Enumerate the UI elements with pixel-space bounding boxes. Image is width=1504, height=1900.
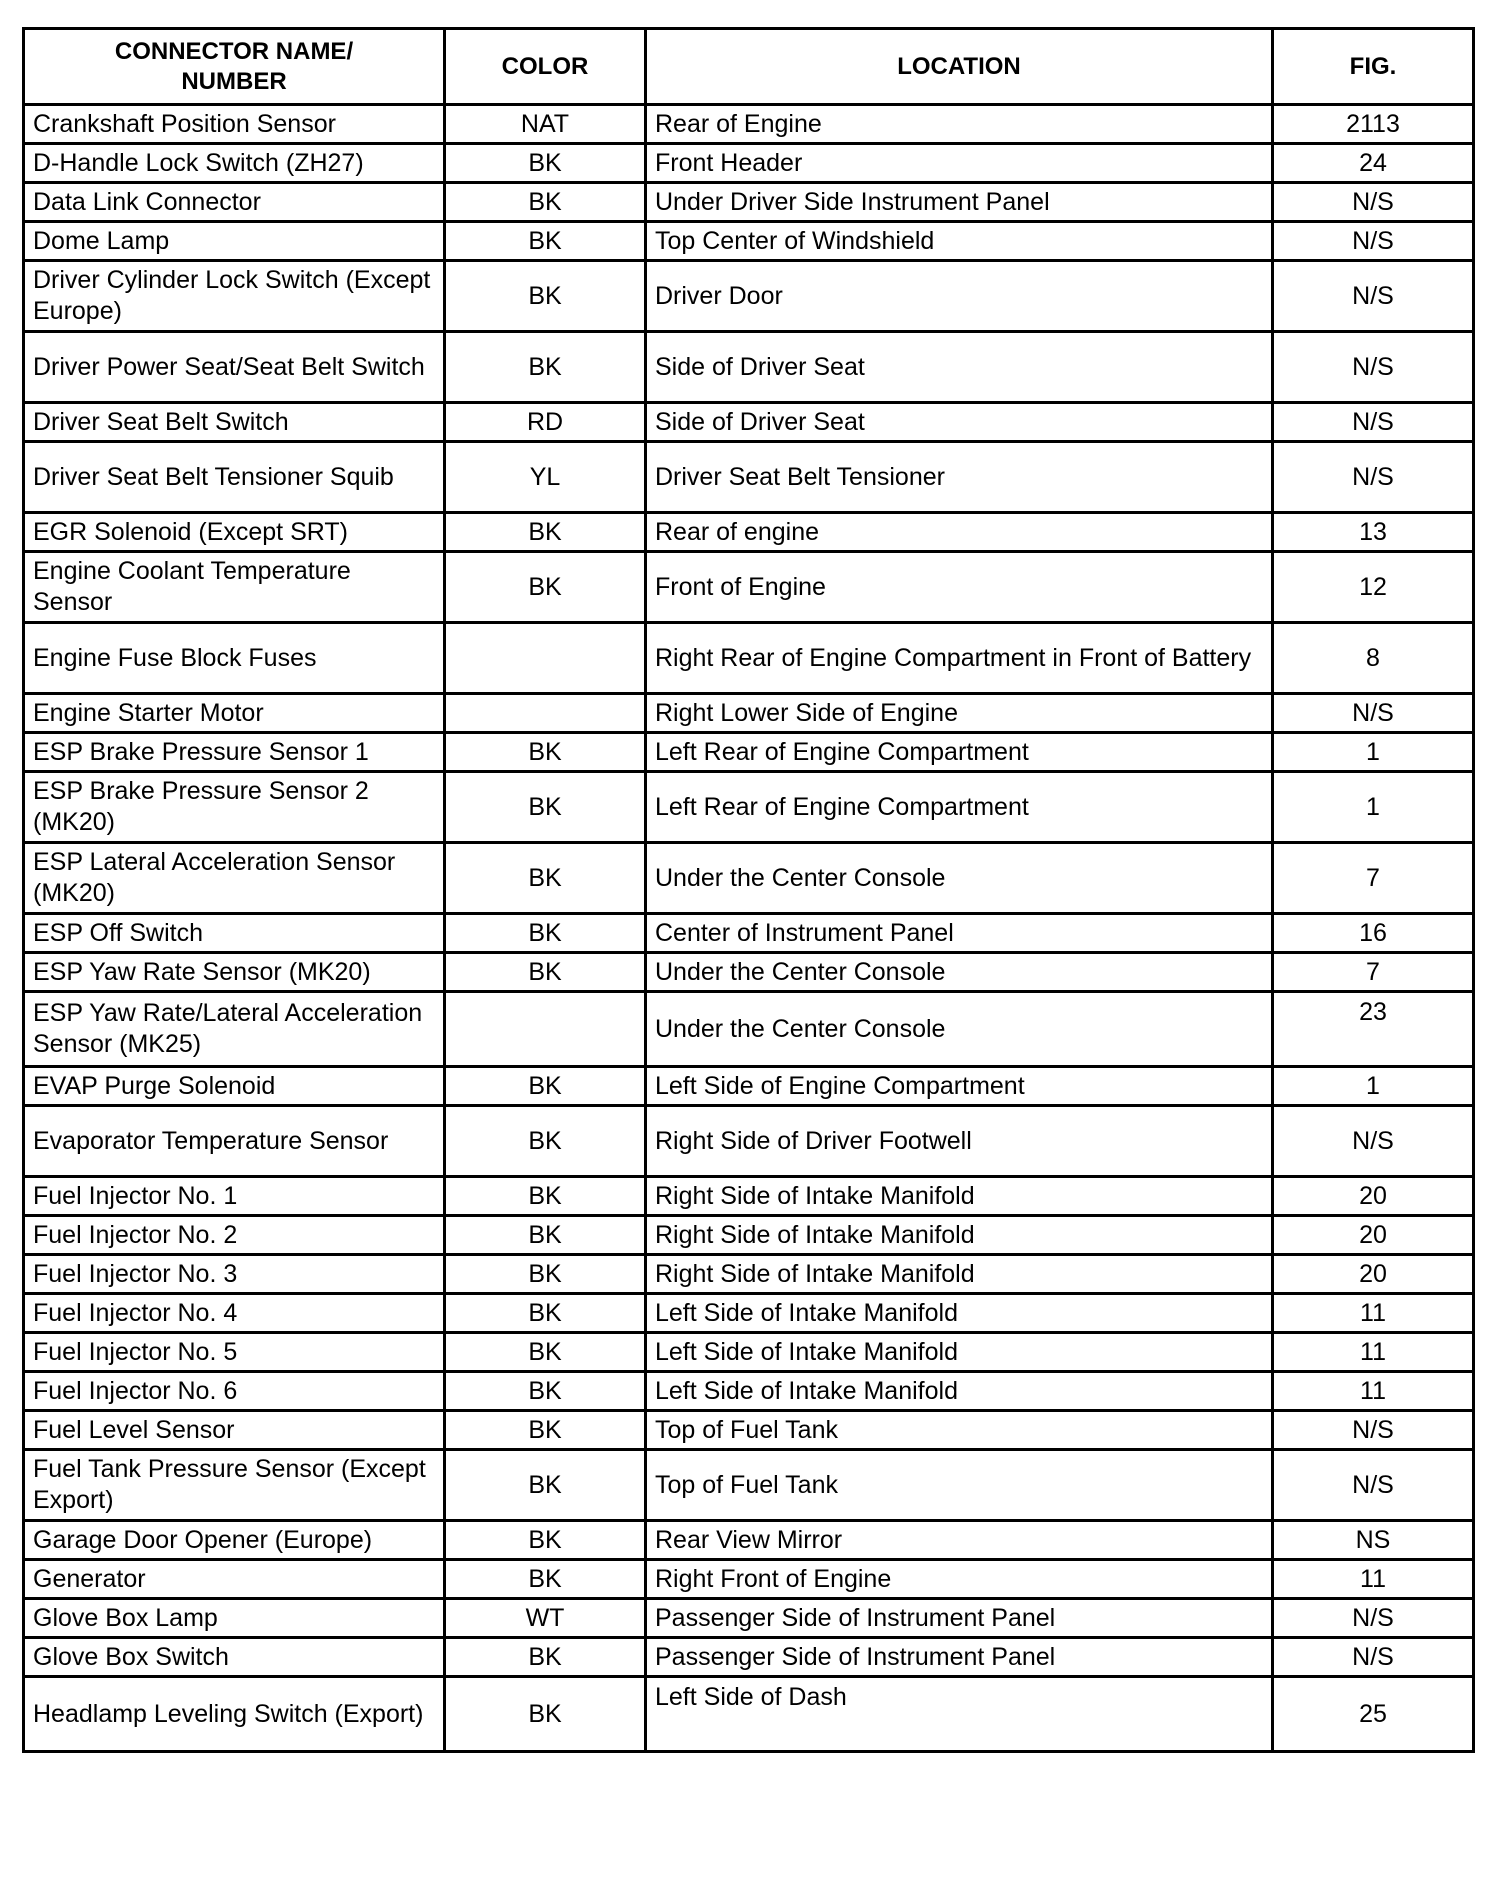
cell-color: NAT — [445, 105, 646, 144]
cell-connector-name: Crankshaft Position Sensor — [24, 105, 445, 144]
cell-color: BK — [445, 1106, 646, 1177]
cell-connector-name: ESP Yaw Rate/Lateral Acceleration Sensor (MK25) — [24, 992, 445, 1067]
cell-fig: 13 — [1273, 513, 1474, 552]
header-color: COLOR — [445, 29, 646, 105]
cell-connector-name: Driver Cylinder Lock Switch (Except Europe) — [24, 261, 445, 332]
cell-color: BK — [445, 1177, 646, 1216]
cell-color: BK — [445, 1677, 646, 1752]
cell-fig: N/S — [1273, 222, 1474, 261]
cell-color: BK — [445, 1450, 646, 1521]
cell-color — [445, 623, 646, 694]
cell-location: Rear of engine — [646, 513, 1273, 552]
cell-connector-name: D-Handle Lock Switch (ZH27) — [24, 144, 445, 183]
cell-location: Driver Door — [646, 261, 1273, 332]
cell-connector-name: Driver Seat Belt Tensioner Squib — [24, 442, 445, 513]
cell-location: Under the Center Console — [646, 953, 1273, 992]
cell-location: Side of Driver Seat — [646, 332, 1273, 403]
cell-color: BK — [445, 1067, 646, 1106]
cell-location: Right Side of Intake Manifold — [646, 1216, 1273, 1255]
cell-location: Left Side of Intake Manifold — [646, 1372, 1273, 1411]
cell-connector-name: Generator — [24, 1560, 445, 1599]
cell-location: Left Rear of Engine Compartment — [646, 733, 1273, 772]
cell-fig: N/S — [1273, 1638, 1474, 1677]
cell-location: Right Side of Driver Footwell — [646, 1106, 1273, 1177]
cell-fig: N/S — [1273, 1599, 1474, 1638]
table-row — [24, 1106, 1474, 1177]
table-row — [24, 1216, 1474, 1255]
cell-location: Left Side of Dash — [646, 1677, 1273, 1752]
cell-location: Rear View Mirror — [646, 1521, 1273, 1560]
cell-connector-name: ESP Brake Pressure Sensor 1 — [24, 733, 445, 772]
table-row — [24, 1333, 1474, 1372]
cell-fig: 11 — [1273, 1372, 1474, 1411]
cell-fig: 24 — [1273, 144, 1474, 183]
cell-color: BK — [445, 513, 646, 552]
cell-location: Side of Driver Seat — [646, 403, 1273, 442]
cell-location: Front of Engine — [646, 552, 1273, 623]
cell-fig: 20 — [1273, 1255, 1474, 1294]
cell-color: BK — [445, 953, 646, 992]
cell-location: Left Rear of Engine Compartment — [646, 772, 1273, 843]
cell-fig: 11 — [1273, 1333, 1474, 1372]
table-row — [24, 513, 1474, 552]
cell-location: Left Side of Intake Manifold — [646, 1294, 1273, 1333]
cell-connector-name: Fuel Injector No. 2 — [24, 1216, 445, 1255]
cell-connector-name: Fuel Level Sensor — [24, 1411, 445, 1450]
cell-location: Right Lower Side of Engine — [646, 694, 1273, 733]
cell-connector-name: Glove Box Switch — [24, 1638, 445, 1677]
cell-fig: 20 — [1273, 1177, 1474, 1216]
table-row — [24, 552, 1474, 623]
connector-table — [22, 27, 1475, 1753]
cell-connector-name: Fuel Injector No. 3 — [24, 1255, 445, 1294]
cell-location: Passenger Side of Instrument Panel — [646, 1638, 1273, 1677]
cell-color: WT — [445, 1599, 646, 1638]
cell-connector-name: ESP Brake Pressure Sensor 2 (MK20) — [24, 772, 445, 843]
cell-fig: N/S — [1273, 1106, 1474, 1177]
cell-fig: 16 — [1273, 914, 1474, 953]
cell-fig: 20 — [1273, 1216, 1474, 1255]
table-row — [24, 144, 1474, 183]
cell-color: BK — [445, 1333, 646, 1372]
table-row — [24, 1677, 1474, 1752]
header-row — [24, 29, 1474, 105]
cell-color: RD — [445, 403, 646, 442]
cell-fig: N/S — [1273, 183, 1474, 222]
cell-color: BK — [445, 183, 646, 222]
cell-connector-name: Engine Starter Motor — [24, 694, 445, 733]
table-row — [24, 992, 1474, 1067]
cell-connector-name: Data Link Connector — [24, 183, 445, 222]
cell-location: Top of Fuel Tank — [646, 1411, 1273, 1450]
cell-color: BK — [445, 1294, 646, 1333]
cell-fig: 7 — [1273, 953, 1474, 992]
cell-fig: 1 — [1273, 733, 1474, 772]
header-fig: FIG. — [1273, 29, 1474, 105]
cell-connector-name: Driver Seat Belt Switch — [24, 403, 445, 442]
cell-fig: 11 — [1273, 1560, 1474, 1599]
cell-fig: 8 — [1273, 623, 1474, 694]
cell-color: BK — [445, 1560, 646, 1599]
cell-connector-name: Dome Lamp — [24, 222, 445, 261]
cell-location: Rear of Engine — [646, 105, 1273, 144]
table-row — [24, 1255, 1474, 1294]
table-row — [24, 1177, 1474, 1216]
table-row — [24, 843, 1474, 914]
cell-color: YL — [445, 442, 646, 513]
cell-color: BK — [445, 332, 646, 403]
cell-fig: 7 — [1273, 843, 1474, 914]
cell-connector-name: Fuel Injector No. 6 — [24, 1372, 445, 1411]
table-row — [24, 1450, 1474, 1521]
cell-color: BK — [445, 222, 646, 261]
cell-connector-name: Fuel Injector No. 4 — [24, 1294, 445, 1333]
cell-location: Top Center of Windshield — [646, 222, 1273, 261]
cell-color: BK — [445, 1411, 646, 1450]
cell-location: Under the Center Console — [646, 843, 1273, 914]
cell-connector-name: Fuel Injector No. 1 — [24, 1177, 445, 1216]
header-connector-name: CONNECTOR NAME/ NUMBER — [24, 29, 445, 105]
cell-fig: 25 — [1273, 1677, 1474, 1752]
table-row — [24, 1560, 1474, 1599]
cell-connector-name: ESP Lateral Acceleration Sensor (MK20) — [24, 843, 445, 914]
cell-connector-name: Engine Fuse Block Fuses — [24, 623, 445, 694]
cell-location: Left Side of Engine Compartment — [646, 1067, 1273, 1106]
table-row — [24, 953, 1474, 992]
cell-location: Top of Fuel Tank — [646, 1450, 1273, 1521]
table-row — [24, 1521, 1474, 1560]
cell-location: Right Front of Engine — [646, 1560, 1273, 1599]
table-row — [24, 694, 1474, 733]
cell-connector-name: EVAP Purge Solenoid — [24, 1067, 445, 1106]
table-row — [24, 403, 1474, 442]
cell-fig: 2113 — [1273, 105, 1474, 144]
cell-location: Under Driver Side Instrument Panel — [646, 183, 1273, 222]
cell-connector-name: Evaporator Temperature Sensor — [24, 1106, 445, 1177]
table-row — [24, 1638, 1474, 1677]
table-row — [24, 442, 1474, 513]
cell-color: BK — [445, 733, 646, 772]
cell-fig: N/S — [1273, 1450, 1474, 1521]
cell-connector-name: Garage Door Opener (Europe) — [24, 1521, 445, 1560]
table-row — [24, 1372, 1474, 1411]
cell-color: BK — [445, 914, 646, 953]
cell-location: Right Rear of Engine Compartment in Front of Battery — [646, 623, 1273, 694]
cell-color: BK — [445, 1521, 646, 1560]
table-row — [24, 332, 1474, 403]
table-row — [24, 1599, 1474, 1638]
cell-color: BK — [445, 1216, 646, 1255]
cell-fig: N/S — [1273, 332, 1474, 403]
cell-color: BK — [445, 552, 646, 623]
cell-fig: 1 — [1273, 1067, 1474, 1106]
table-row — [24, 772, 1474, 843]
cell-color: BK — [445, 1372, 646, 1411]
cell-color: BK — [445, 843, 646, 914]
cell-color: BK — [445, 144, 646, 183]
cell-connector-name: Engine Coolant Temperature Sensor — [24, 552, 445, 623]
cell-fig: 12 — [1273, 552, 1474, 623]
cell-fig: 11 — [1273, 1294, 1474, 1333]
cell-location: Driver Seat Belt Tensioner — [646, 442, 1273, 513]
cell-fig: NS — [1273, 1521, 1474, 1560]
cell-color: BK — [445, 1255, 646, 1294]
cell-connector-name: ESP Yaw Rate Sensor (MK20) — [24, 953, 445, 992]
cell-connector-name: Fuel Tank Pressure Sensor (Except Export) — [24, 1450, 445, 1521]
cell-connector-name: Glove Box Lamp — [24, 1599, 445, 1638]
cell-location: Front Header — [646, 144, 1273, 183]
cell-color: BK — [445, 772, 646, 843]
cell-color — [445, 992, 646, 1067]
table-row — [24, 1411, 1474, 1450]
cell-fig: N/S — [1273, 403, 1474, 442]
cell-fig: 1 — [1273, 772, 1474, 843]
cell-location: Center of Instrument Panel — [646, 914, 1273, 953]
table-row — [24, 1294, 1474, 1333]
cell-location: Right Side of Intake Manifold — [646, 1177, 1273, 1216]
cell-connector-name: Headlamp Leveling Switch (Export) — [24, 1677, 445, 1752]
cell-connector-name: EGR Solenoid (Except SRT) — [24, 513, 445, 552]
cell-connector-name: Fuel Injector No. 5 — [24, 1333, 445, 1372]
header-location: LOCATION — [646, 29, 1273, 105]
table-row — [24, 261, 1474, 332]
table-row — [24, 623, 1474, 694]
table-row — [24, 914, 1474, 953]
table-row — [24, 105, 1474, 144]
cell-fig: N/S — [1273, 1411, 1474, 1450]
cell-fig: N/S — [1273, 442, 1474, 513]
cell-location: Left Side of Intake Manifold — [646, 1333, 1273, 1372]
table-row — [24, 733, 1474, 772]
table-row — [24, 183, 1474, 222]
cell-color: BK — [445, 1638, 646, 1677]
cell-connector-name: Driver Power Seat/Seat Belt Switch — [24, 332, 445, 403]
cell-location: Under the Center Console — [646, 992, 1273, 1067]
cell-fig: 23 — [1273, 992, 1474, 1067]
table-row — [24, 222, 1474, 261]
cell-connector-name: ESP Off Switch — [24, 914, 445, 953]
cell-location: Right Side of Intake Manifold — [646, 1255, 1273, 1294]
cell-location: Passenger Side of Instrument Panel — [646, 1599, 1273, 1638]
cell-color — [445, 694, 646, 733]
cell-color: BK — [445, 261, 646, 332]
table-row — [24, 1067, 1474, 1106]
cell-fig: N/S — [1273, 694, 1474, 733]
cell-fig: N/S — [1273, 261, 1474, 332]
